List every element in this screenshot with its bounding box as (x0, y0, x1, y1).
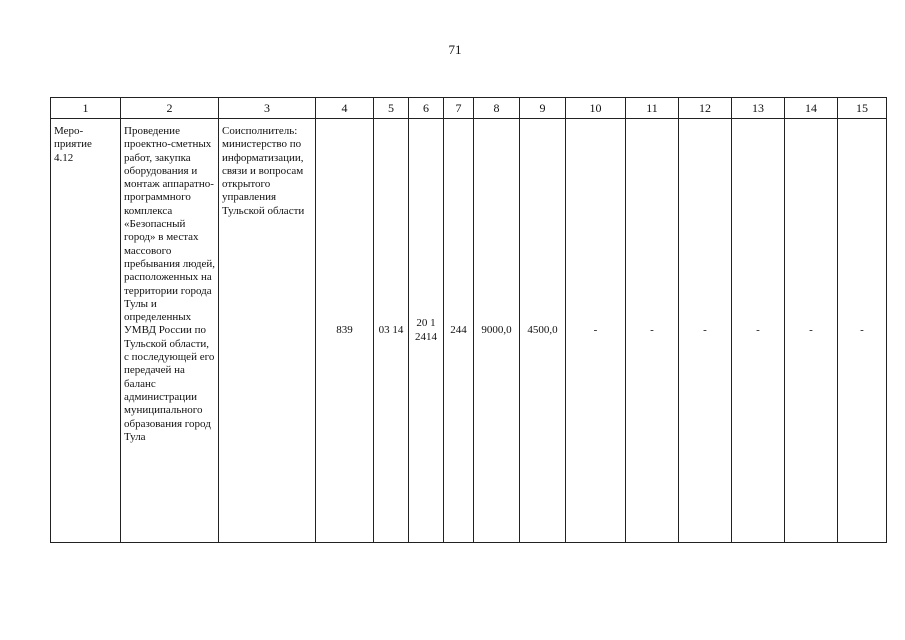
cell-col7 (444, 119, 474, 543)
cell-col6 (409, 119, 444, 543)
col-header-6: 6 (409, 98, 444, 119)
col9-value: 4500,0 (527, 323, 558, 336)
col7-value: 244 (450, 323, 467, 336)
col-header-14: 14 (785, 98, 838, 119)
col-header-1: 1 (51, 98, 121, 119)
col-header-9: 9 (520, 98, 566, 119)
col-header-15: 15 (838, 98, 887, 119)
cell-col9 (520, 119, 566, 543)
cell-col4 (316, 119, 374, 543)
cell-col11 (626, 119, 679, 543)
col-header-10: 10 (566, 98, 626, 119)
col8-value: 9000,0 (481, 323, 512, 336)
col-header-13: 13 (732, 98, 785, 119)
coexecutor-text: Соисполнитель: министерство по информатизации, связи и вопросам открытого управления Тульской области (222, 125, 305, 217)
event-number-text: Меро-приятие 4.12 (54, 125, 92, 164)
col10-value: - (593, 323, 598, 336)
col13-value: - (756, 323, 760, 336)
col-header-3: 3 (219, 98, 316, 119)
cell-col12 (679, 119, 732, 543)
cell-col15 (838, 119, 887, 543)
cell-col14 (785, 119, 838, 543)
col-header-8: 8 (474, 98, 520, 119)
col-header-11: 11 (626, 98, 679, 119)
col14-value: - (809, 323, 813, 336)
cell-col8 (474, 119, 520, 543)
header-row (51, 98, 887, 119)
col12-value: - (703, 323, 707, 336)
col6-value-line1: 20 1 (416, 317, 436, 330)
col-header-2: 2 (121, 98, 219, 119)
event-description-text: Проведение проектно-сметных работ, закупка оборудования и монтаж аппаратно-программного комплекса «Безопасный город» в местах массового пребывания людей, расположенных на территории города Тулы и определенных УМВД России по Тульской области, с последующей его передачей на баланс администрации муниципального образования город Тула (124, 125, 216, 443)
cell-coexecutor (219, 119, 316, 543)
col-header-7: 7 (444, 98, 474, 119)
page-number: 71 (448, 42, 462, 57)
cell-col5 (374, 119, 409, 543)
cell-col10 (566, 119, 626, 543)
col4-value: 839 (336, 323, 353, 336)
cell-event-number (51, 119, 121, 543)
col6-value-line2: 2414 (415, 330, 437, 343)
col-header-12: 12 (679, 98, 732, 119)
col-header-4: 4 (316, 98, 374, 119)
col15-value: - (860, 323, 864, 336)
col-header-5: 5 (374, 98, 409, 119)
budget-table (50, 97, 887, 543)
col11-value: - (650, 323, 654, 336)
col5-value: 03 14 (378, 323, 404, 336)
cell-col13 (732, 119, 785, 543)
cell-event-description (121, 119, 219, 543)
table-row (51, 119, 887, 543)
